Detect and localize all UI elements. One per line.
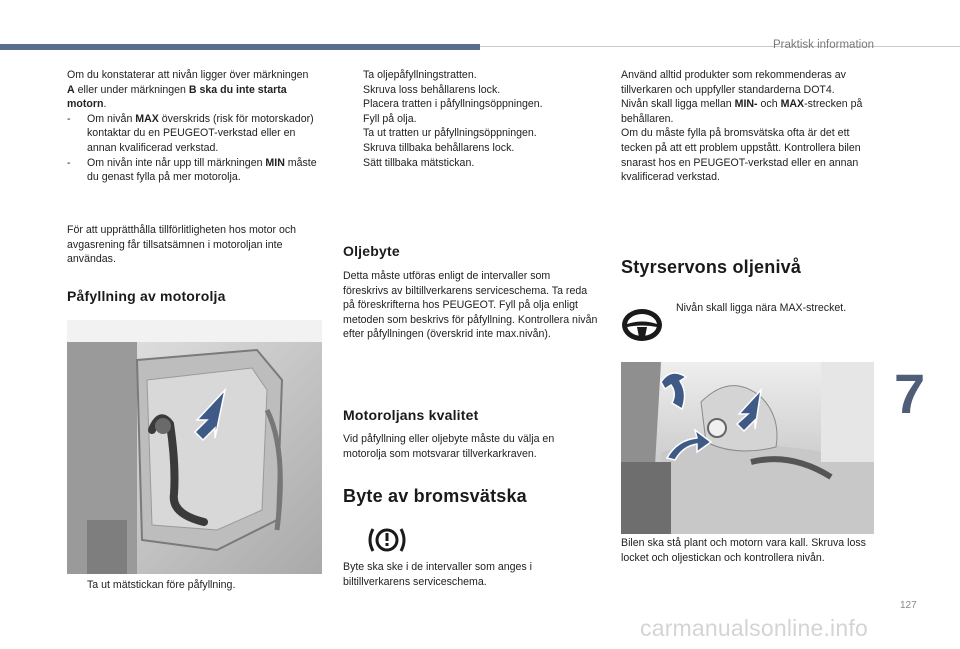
step-text: Sätt tillbaka mätstickan. (363, 156, 475, 169)
level-text-mid: och (757, 98, 781, 111)
step-text: Ta ut tratten ur påfyllningsöppningen. (363, 127, 537, 140)
steering-wheel-icon (619, 306, 665, 344)
section-title: Praktisk information (773, 39, 874, 51)
step-item (343, 83, 598, 98)
step-item (343, 112, 598, 127)
dash-bullet: - (67, 156, 71, 169)
max-mark: MAX (135, 112, 159, 125)
step-text: Fyll på olja. (363, 112, 417, 125)
dot4-note: Använd alltid produkter som rekommenderas av tillverkaren och uppfyller standarderna DOT4. (621, 69, 846, 96)
min-mark: MIN- (734, 98, 758, 111)
steering-reservoir-illustration (621, 362, 874, 534)
dipstick-caption (67, 578, 322, 593)
steering-level-note: Nivån skall ligga nära MAX-strecket. (676, 302, 847, 314)
oil-change-heading: Oljebyte (343, 243, 400, 259)
engine-photo-dipstick (67, 320, 322, 574)
level-text-rest: -strecken på behållaren. (621, 98, 863, 125)
header-divider (480, 46, 960, 47)
refill-steps (343, 68, 598, 170)
item-text-rest: överskrids (risk för motorskador) kontaktar du en PEUGEOT-verkstad eller en annan kvalificerad verkstad. (87, 112, 314, 154)
refill-heading: Påfyllning av motorolja (67, 288, 226, 304)
steering-check-paragraph: Bilen ska stå plant och motorn vara kall. Skruva loss locket och oljestickan och kontrollera nivån. (621, 537, 866, 564)
frequent-refill-note: Om du måste fylla på bromsvätska ofta är det ett tecken på att ett problem uppstått. Kontrollera bilen snarast hos en PEUGEOT-verkstad eller en annan kvalificerad verkstad. (621, 127, 861, 184)
additive-paragraph: För att upprätthålla tillförlitligheten hos motor och avgasrening får tillsatsämnen i motoroljan inte användas. (67, 224, 297, 266)
brake-fluid-heading: Byte av bromsvätska (343, 486, 527, 506)
intro-text-mid: eller under märkningen (74, 83, 189, 96)
list-item (67, 112, 317, 156)
mark-a: A (67, 83, 75, 96)
min-mark: MIN (265, 156, 285, 169)
intro-paragraph (67, 68, 317, 185)
item-text: Om nivån inte når upp till märkningen (87, 156, 266, 169)
dash-bullet: - (67, 112, 71, 125)
brake-fluid-notes (621, 68, 876, 185)
step-text: Skruva loss behållarens lock. (363, 83, 501, 96)
max-mark: MAX (780, 98, 805, 111)
chapter-number: 7 (894, 362, 926, 425)
header-accent-bar (0, 44, 480, 50)
level-text: Nivån skall ligga mellan (621, 98, 735, 111)
oil-quality-paragraph: Vid påfyllning eller oljebyte måste du välja en motorolja som motsvarar tillverkarkraven. (343, 433, 555, 460)
oil-quality-heading: Motoroljans kvalitet (343, 407, 479, 423)
steering-oil-heading: Styrservons oljenivå (621, 257, 802, 277)
step-text: Placera tratten i påfyllningsöppningen. (363, 98, 543, 111)
brake-warning-icon (367, 523, 407, 557)
caption-text: Ta ut mätstickan före påfyllning. (87, 579, 236, 591)
item-text-rest: måste du genast fylla på mer motorolja. (87, 156, 317, 184)
intro-text: Om du konstaterar att nivån ligger över märkningen (67, 69, 309, 81)
engine-illustration (67, 320, 322, 574)
step-text: Skruva tillbaka behållarens lock. (363, 141, 515, 154)
warning-bold: B ska du inte starta motorn (67, 83, 287, 111)
oil-change-paragraph: Detta måste utföras enligt de intervaller som föreskrivs av biltillverkarens serviceschema. Ta reda på föreskrifterna hos PEUGEOT. Fyll på olja enligt metoden som beskrivs för påfyllning. Kontrollera nivån efter påfyllningen (överskrid inte max.nivån). (343, 270, 598, 341)
step-text: Ta oljepåfyllningstratten. (363, 69, 477, 81)
step-item (343, 156, 598, 171)
level-note (621, 97, 876, 126)
step-item (343, 97, 598, 112)
step-item (343, 126, 598, 141)
item-text: Om nivån (87, 112, 136, 125)
watermark: carmanualsonline.info (640, 615, 868, 641)
brake-fluid-paragraph: Byte ska ske i de intervaller som anges i biltillverkarens serviceschema. (343, 561, 533, 588)
list-item (67, 156, 317, 185)
engine-photo-steering (621, 362, 874, 534)
step-item (343, 68, 598, 83)
page-number: 127 (900, 600, 917, 611)
step-item (343, 141, 598, 156)
intro-end: . (103, 98, 107, 111)
